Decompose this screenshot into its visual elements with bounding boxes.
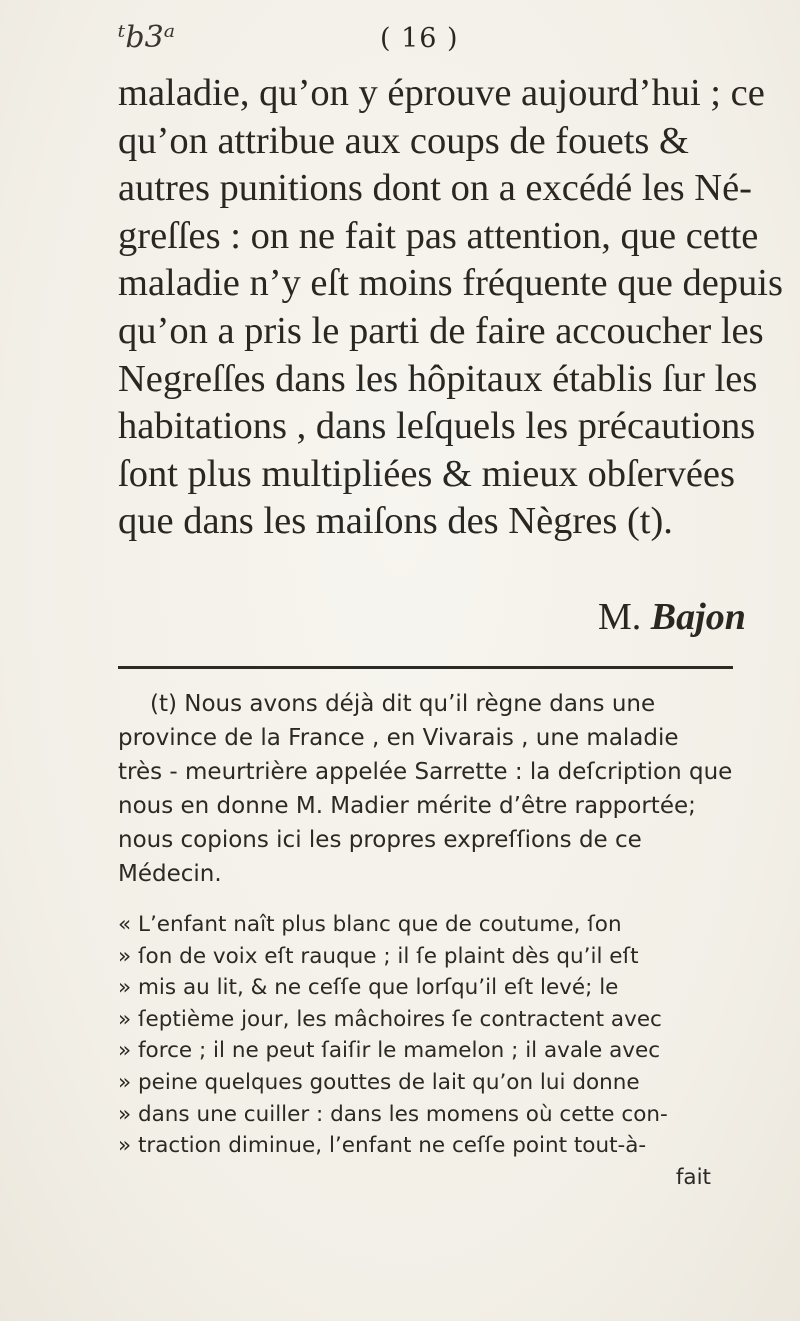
- quote-line: » ſon de voix eſt rauque ; il ſe plaint dès qu’il eſt: [118, 943, 639, 969]
- page-header: [118, 20, 718, 70]
- footnote-line: Médecin.: [118, 861, 222, 887]
- footnote-line: nous en donne M. Madier mérite d’être rapportée;: [118, 793, 696, 819]
- signature-mark: ᵗb3ᵃ: [118, 20, 175, 55]
- footnote-line: très - meurtrière appelée Sarrette : la deſcription que: [118, 759, 733, 785]
- quote-line: » traction diminue, l’enfant ne ceſſe point tout-à-: [118, 1133, 647, 1159]
- main-text-line: Negreſſes dans les hôpitaux établis ſur les: [118, 357, 758, 400]
- page-number: ( 16 ): [380, 23, 459, 54]
- main-text-line: qu’on a pris le parti de faire accoucher les: [118, 309, 764, 352]
- main-text-line: maladie, qu’on y éprouve aujourd’hui ; ce: [118, 72, 765, 114]
- main-text: [118, 70, 783, 546]
- author-signature: [598, 595, 746, 639]
- footnote-line: (t) Nous avons déjà dit qu’il règne dans une: [150, 691, 656, 717]
- footnote-line: nous copions ici les propres expreſſions de ce: [118, 827, 642, 853]
- footnote-line: province de la France , en Vivarais , une maladie: [118, 725, 679, 751]
- quote-line: » force ; il ne peut ſaiſir le mamelon ; il avale avec: [118, 1038, 661, 1064]
- quote-line: » peine quelques gouttes de lait qu’on lui donne: [118, 1069, 640, 1095]
- main-text-line: maladie n’y eſt moins fréquente que depuis: [118, 262, 783, 305]
- signature-name: Bajon: [650, 596, 746, 638]
- quote-line: « L’enfant naît plus blanc que de coutume, ſon: [118, 912, 622, 937]
- main-text-line: autres punitions dont on a excédé les Né-: [118, 167, 752, 210]
- signature-prefix: M.: [598, 596, 642, 638]
- main-text-line: ſont plus multipliées & mieux obſervées: [118, 452, 735, 495]
- quote-line: » dans une cuiller : dans les momens où cette con-: [118, 1101, 668, 1127]
- quote-line: » mis au lit, & ne ceſſe que lorſqu’il eſt levé; le: [118, 975, 619, 1001]
- quote-line: » ſeptième jour, les mâchoires ſe contractent avec: [118, 1006, 662, 1032]
- catchword: fait: [675, 1164, 711, 1190]
- footnote: [118, 687, 733, 891]
- main-text-line: que dans les maiſons des Nègres (t).: [118, 500, 673, 543]
- main-text-line: greſſes : on ne fait pas attention, que cette: [118, 214, 759, 257]
- main-text-line: qu’on attribue aux coups de fouets &: [118, 119, 689, 162]
- main-text-line: habitations , dans leſquels les précautions: [118, 405, 756, 448]
- quoted-passage: [118, 909, 733, 1193]
- footnote-divider: [118, 666, 733, 669]
